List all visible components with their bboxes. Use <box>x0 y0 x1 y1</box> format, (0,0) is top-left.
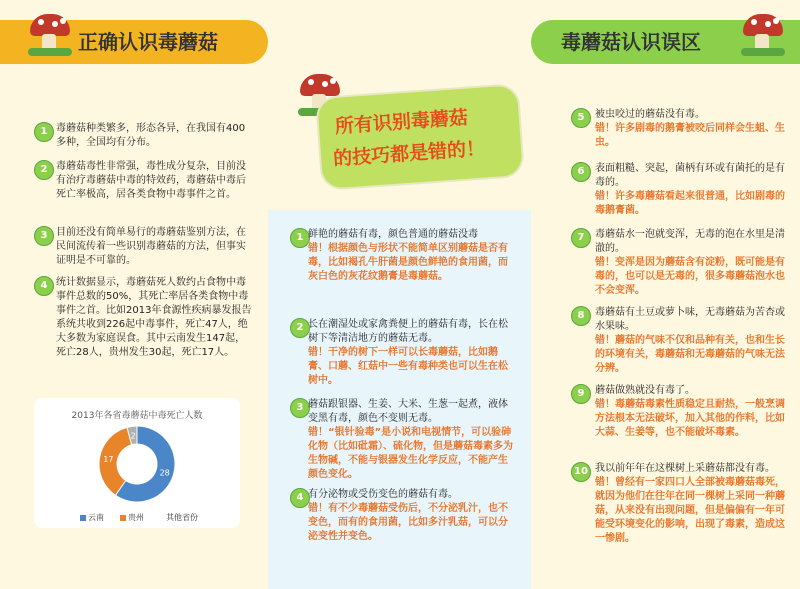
middle-panel <box>268 0 531 589</box>
number-badge: 1 <box>290 228 310 248</box>
item-correction: 错！“银针验毒”是小说和电视情节，可以验砷化物（比如砒霜）、硫化物，但是蘑菇毒素多为生物碱，不能与银器发生化学反应，不能产生颜色变化。 <box>308 427 513 480</box>
legend-item-other <box>158 512 198 523</box>
item-correction: 错！干净的树下一样可以长毒蘑菇，比如鹅膏、口蘑、红菇中一些有毒种类也可以生在松树中。 <box>308 347 508 386</box>
number-badge: 9 <box>571 384 591 404</box>
list-item <box>595 384 785 440</box>
number-badge: 2 <box>34 160 54 180</box>
legend-item-guizhou <box>120 512 144 523</box>
pie-data-label: 28 <box>159 468 170 478</box>
banner-line-1: 所有识别毒蘑菇 <box>334 106 469 138</box>
number-badge: 4 <box>290 488 310 508</box>
right-title: 毒蘑菇认识误区 <box>561 30 701 54</box>
list-item <box>56 276 252 360</box>
item-text: 蘑菇跟银器、生姜、大米、生葱一起煮，液体变黑有毒，颜色不变则无毒。 <box>308 399 508 424</box>
list-item <box>595 462 785 546</box>
right-panel <box>531 0 800 589</box>
item-text: 蘑菇做熟就没有毒了。 <box>595 385 695 396</box>
left-header-bar <box>0 20 268 64</box>
item-text: 毒蘑菇种类繁多，形态各异，在我国有400多种，全国均有分布。 <box>56 123 246 148</box>
list-item <box>595 162 785 218</box>
left-title: 正确认识毒蘑菇 <box>78 30 218 54</box>
list-item <box>308 318 513 388</box>
number-badge: 2 <box>290 318 310 338</box>
list-item <box>595 228 785 298</box>
item-correction: 错！变浑是因为蘑菇含有淀粉，既可能是有毒的，也可以是无毒的，很多毒蘑菇泡水也不会变浑。 <box>595 257 785 296</box>
list-item <box>308 228 513 284</box>
item-text: 毒蘑菇有土豆或萝卜味，无毒蘑菇为苦杏或水果味。 <box>595 307 785 332</box>
pie-chart-svg <box>34 398 240 528</box>
mushroom-icon <box>741 12 785 56</box>
banner-sign <box>315 83 525 191</box>
list-item <box>56 226 252 268</box>
legend-label: 其他省份 <box>166 513 198 522</box>
pie-chart <box>34 398 240 528</box>
legend-swatch <box>158 515 164 521</box>
legend-swatch <box>80 515 86 521</box>
item-correction: 错！蘑菇的气味不仅和品种有关，也和生长的环境有关，毒蘑菇和无毒蘑菇的气味无法分辨。 <box>595 335 785 374</box>
list-item <box>308 488 513 544</box>
mushroom-icon <box>28 12 72 56</box>
list-item <box>595 306 785 376</box>
number-badge: 10 <box>571 462 591 482</box>
item-text: 我以前年年在这棵树上采蘑菇都没有毒。 <box>595 463 775 474</box>
item-correction: 错！有不少毒蘑菇受伤后，不分泌乳汁，也不变色，而有的食用菌，比如多汁乳菇，可以分泌变性并变色。 <box>308 503 508 542</box>
item-text: 长在潮湿处或家禽粪便上的蘑菇有毒，长在松树下等清洁地方的蘑菇无毒。 <box>308 319 508 344</box>
list-item <box>56 160 252 202</box>
list-item <box>56 122 252 150</box>
right-header-bar <box>531 20 800 64</box>
number-badge: 8 <box>571 306 591 326</box>
number-badge: 1 <box>34 122 54 142</box>
left-panel <box>0 0 268 589</box>
legend-swatch <box>120 515 126 521</box>
number-badge: 3 <box>34 226 54 246</box>
chart-title: 2013年各省毒蘑菇中毒死亡人数 <box>71 411 203 421</box>
item-text: 统计数据显示，毒蘑菇死人数约占食物中毒事件总数的50%，其死亡率居各类食物中毒事件之首。比如2013年食源性疾病暴发报告系统共收到226起中毒事件，死亡47人，绝大多数为家庭误食。其中云南发生147起，死亡28人，贵州发生30起，死亡17人。 <box>56 277 252 358</box>
item-correction: 错！毒蘑菇毒素性质稳定且耐热，一般烹调方法根本无法破坏，加入其他的作料，比如大蒜、生姜等，也不能破坏毒素。 <box>595 399 785 438</box>
number-badge: 7 <box>571 228 591 248</box>
item-text: 鲜艳的蘑菇有毒，颜色普通的蘑菇没毒 <box>308 229 478 240</box>
list-item <box>308 398 513 482</box>
item-correction: 错！曾经有一家四口人全部被毒蘑菇毒死，就因为他们在往年在同一棵树上采同一种蘑菇，从来没有出现问题，但是偏偏有一年可能受环境变化的影响，出现了毒素，造成这一惨剧。 <box>595 477 785 544</box>
item-text: 被虫咬过的蘑菇没有毒。 <box>595 109 705 120</box>
number-badge: 4 <box>34 276 54 296</box>
item-correction: 错！许多剧毒的鹅膏被咬后同样会生蛆、生虫。 <box>595 123 785 148</box>
item-correction: 错！根据颜色与形状不能简单区别蘑菇是否有毒，比如褐孔牛肝菌是颜色鲜艳的食用菌，而灰白色的灰花纹鹅膏是毒蘑菇。 <box>308 243 508 282</box>
item-text: 表面粗糙、突起，菌柄有环或有菌托的是有毒的。 <box>595 163 785 188</box>
number-badge: 6 <box>571 162 591 182</box>
item-text: 有分泌物或受伤变色的蘑菇有毒。 <box>308 489 458 500</box>
number-badge: 3 <box>290 398 310 418</box>
item-text: 毒蘑菇水一泡就变浑，无毒的泡在水里是清澈的。 <box>595 229 785 254</box>
item-text: 毒蘑菇毒性非常强，毒性成分复杂，目前没有治疗毒蘑菇中毒的特效药，毒蘑菇中毒后死亡率极高，居各类食物中毒事件之首。 <box>56 161 246 200</box>
legend-label: 贵州 <box>128 513 144 522</box>
pie-data-label: 17 <box>103 455 114 465</box>
number-badge: 5 <box>571 108 591 128</box>
list-item <box>595 108 785 150</box>
banner-line-2: 的技巧都是错的！ <box>332 137 486 171</box>
legend-item-yunnan <box>80 512 104 523</box>
item-text: 目前还没有简单易行的毒蘑菇鉴别方法，在民间流传着一些识别毒蘑菇的方法，但事实证明是不可靠的。 <box>56 227 246 266</box>
pie-data-label: 2 <box>130 431 136 441</box>
item-correction: 错！许多毒蘑菇看起来很普通，比如剧毒的毒鹅膏菌。 <box>595 191 785 216</box>
legend-label: 云南 <box>88 513 104 522</box>
